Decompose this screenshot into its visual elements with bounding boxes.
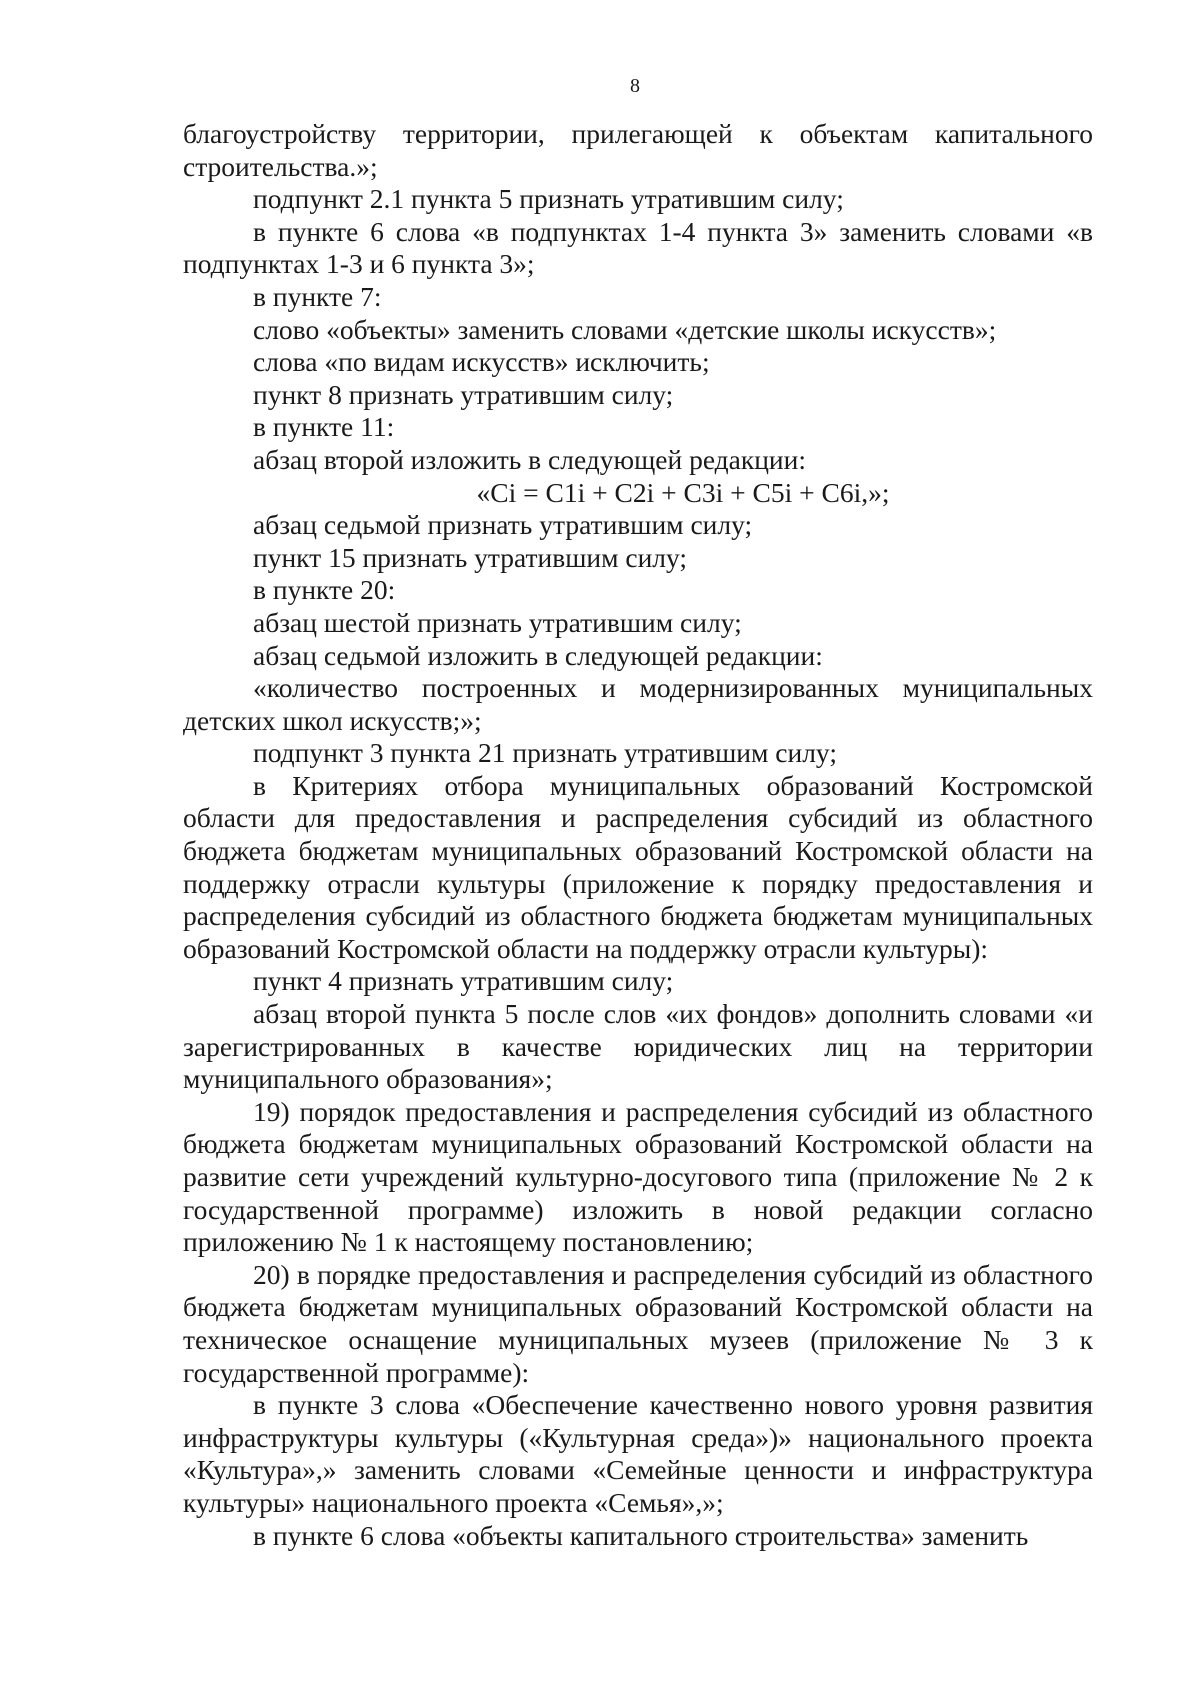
paragraph: «количество построенных и модернизированных муниципальных детских школ искусств;»; [183, 672, 1093, 736]
paragraph: абзац седьмой изложить в следующей редакции: [253, 639, 823, 671]
paragraph: благоустройству территории, прилегающей к объектам капитального строительства.»; [183, 118, 1093, 182]
paragraph: в пункте 3 слова «Обеспечение качественно нового уровня развития инфраструктуры культуры («Культурная среда»)» национального проекта «Культура»,» заменить словами «Семейные ценности и инфраструктура культуры» национального проекта «Семья»,»; [183, 1389, 1093, 1518]
paragraph: 19) порядок предоставления и распределения субсидий из областного бюджета бюджетам муниципальных образований Костромской области на развитие сети учреждений культурно-досугового типа (приложение № 2 к государственной программе) изложить в новой редакции согласно приложению № 1 к настоящему постановлению; [183, 1095, 1093, 1258]
page-number: 8 [630, 75, 640, 97]
paragraph: 20) в порядке предоставления и распределения субсидий из областного бюджета бюджетам муниципальных образований Костромской области на техническое оснащение муниципальных музеев (приложение № 3 к государственной программе): [183, 1258, 1093, 1388]
paragraph: в пункте 6 слова «в подпунктах 1-4 пункта 3» заменить словами «в подпунктах 1-3 и 6 пункта 3»; [183, 215, 1093, 280]
paragraph: в пункте 6 слова «объекты капитального строительства» заменить [253, 1519, 1029, 1551]
paragraph: в пункте 20: [253, 574, 396, 606]
paragraph: подпункт 3 пункта 21 признать утратившим силу; [253, 737, 837, 769]
paragraph: в пункте 11: [253, 411, 395, 443]
document-body [183, 118, 1093, 1552]
paragraph: абзац седьмой признать утратившим силу; [253, 509, 753, 541]
paragraph: абзац второй пункта 5 после слов «их фондов» дополнить словами «и зарегистрированных в качестве юридических лиц на территории муниципального образования»; [183, 998, 1093, 1095]
paragraph: слово «объекты» заменить словами «детские школы искусств»; [253, 313, 997, 345]
paragraph: в пункте 7: [253, 280, 382, 312]
paragraph: абзац второй изложить в следующей редакции: [253, 443, 807, 475]
paragraph: слова «по видам искусств» исключить; [253, 346, 710, 378]
paragraph: пункт 8 признать утратившим силу; [253, 378, 674, 410]
paragraph: пункт 15 признать утратившим силу; [253, 541, 688, 573]
paragraph: пункт 4 признать утратившим силу; [253, 965, 674, 997]
formula: «Ci = C1i + C2i + C3i + C5i + C6i,»; [476, 476, 890, 508]
paragraph: подпункт 2.1 пункта 5 признать утратившим силу; [253, 183, 844, 215]
paragraph: абзац шестой признать утратившим силу; [253, 606, 742, 638]
paragraph: в Критериях отбора муниципальных образований Костромской области для предоставления и распределения субсидий из областного бюджета бюджетам муниципальных образований Костромской области на поддержку отрасли культуры (приложение к порядку предоставления и распределения субсидий из областного бюджета бюджетам муниципальных образований Костромской области на поддержку отрасли культуры): [183, 769, 1093, 964]
